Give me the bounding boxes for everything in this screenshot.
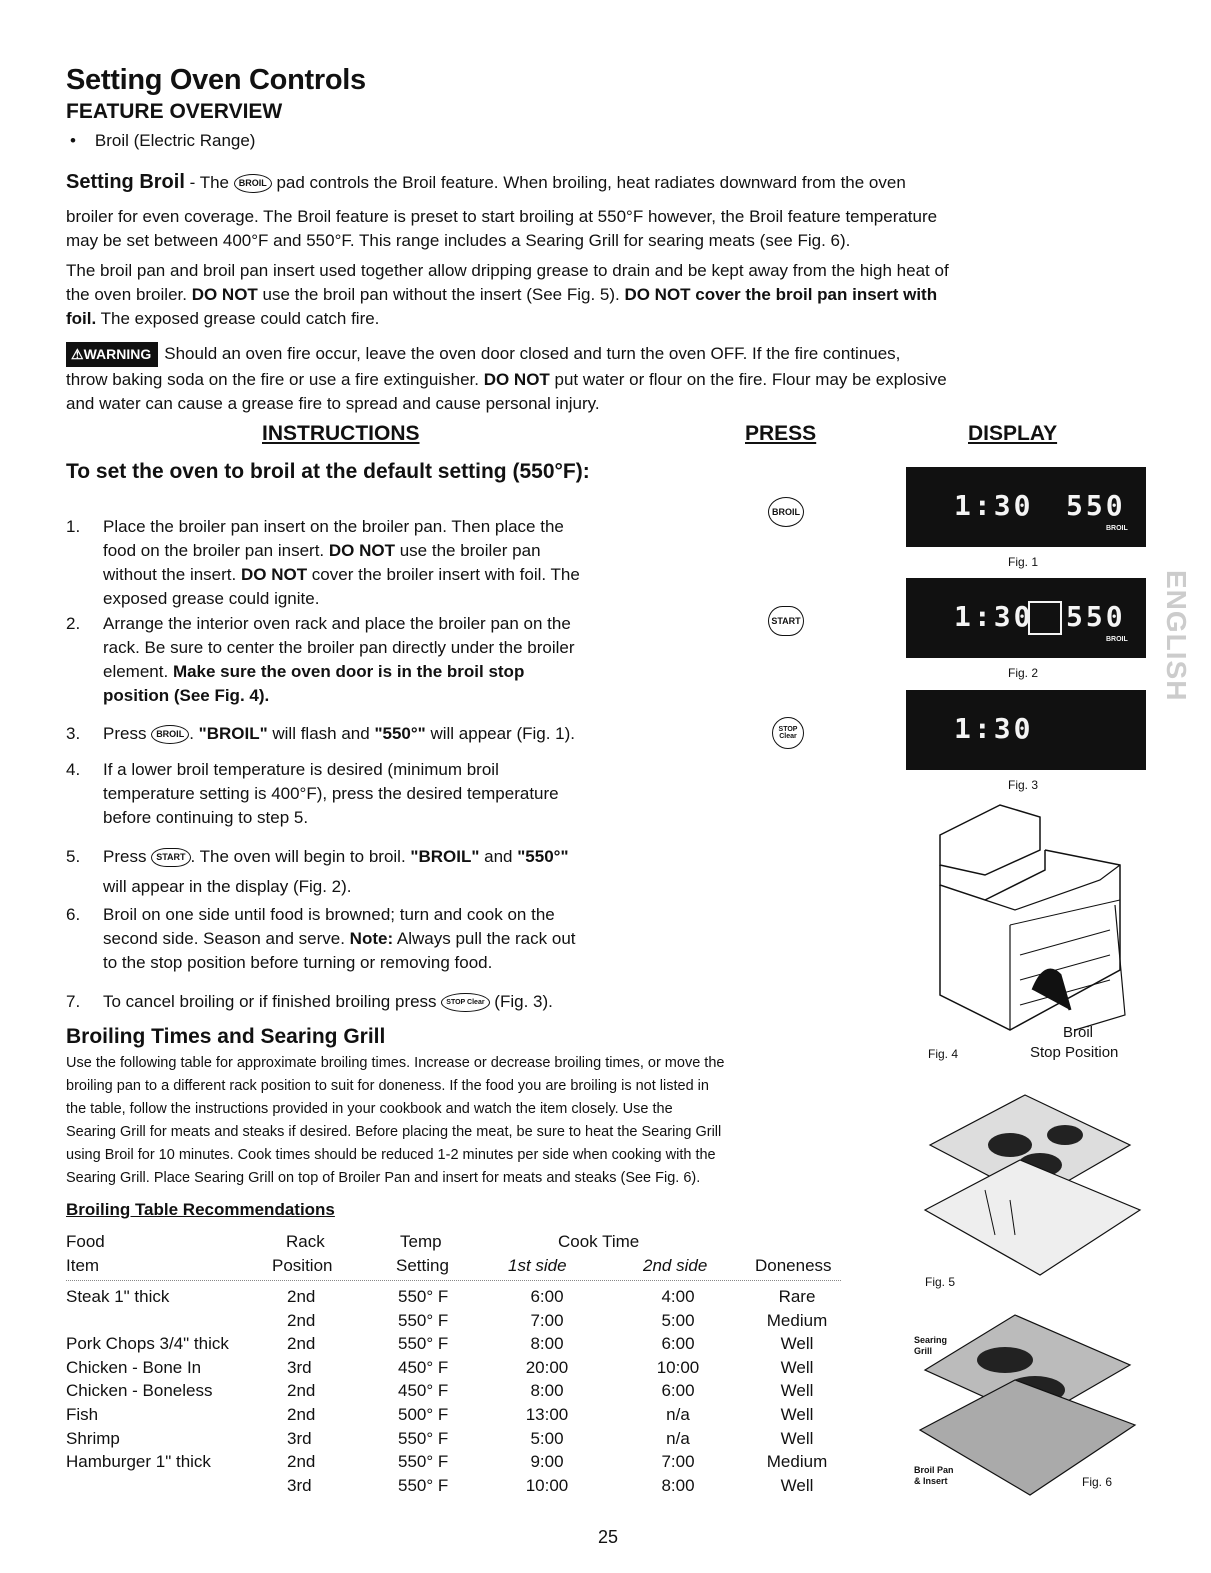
page-number: 25: [598, 1527, 619, 1547]
table-row: [0, 1311, 900, 1335]
table-cell-s1: 10:00: [525, 1475, 569, 1495]
para2-line2: the oven broiler. DO NOT use the broil pan without the insert (See Fig. 5). DO NOT cover the broil pan insert with: [66, 285, 938, 304]
times-line-3: the table, follow the instructions provided in your cookbook and watch the item closely. Use the: [66, 1101, 673, 1117]
page-title: Setting Oven Controls: [66, 64, 366, 96]
table-cell-s1: 8:00: [530, 1334, 564, 1354]
table-row: [0, 1381, 900, 1405]
step-4: 4. If a lower broil temperature is desired (minimum broil temperature setting is 400°F), press the desired temperature before continuing to step 5.: [66, 760, 559, 827]
broil-pan-illustration: [915, 1085, 1145, 1285]
table-cell-s2: 6:00: [661, 1334, 695, 1354]
th-rack: Rack: [286, 1232, 325, 1251]
language-tab: ENGLISH: [1161, 570, 1192, 702]
table-cell-food: Shrimp: [66, 1428, 120, 1448]
th-cook: Cook Time: [558, 1232, 640, 1251]
th-side1: 1st side: [508, 1256, 567, 1275]
table-cell-done: Well: [780, 1334, 814, 1354]
table-row: [0, 1405, 900, 1429]
th-position: Position: [272, 1256, 333, 1275]
table-cell-s2: 4:00: [661, 1287, 695, 1306]
table-cell-done: Well: [780, 1381, 814, 1401]
stop-clear-pad-button: STOP Clear: [772, 717, 804, 749]
broil-pad-button: BROIL: [768, 497, 804, 527]
steps-title: To set the oven to broil at the default setting (550°F):: [66, 460, 590, 483]
table-cell-rack: 3rd: [287, 1475, 312, 1495]
fig1-caption: Fig. 1: [1008, 555, 1039, 569]
table-cell-s2: 7:00: [661, 1452, 695, 1472]
table-cell-rack: 2nd: [287, 1334, 316, 1354]
display-fig3: 1:30: [906, 690, 1146, 770]
step-6: 6. Broil on one side until food is browned; turn and cook on the second side. Season and serve. Note: Always pull the rack out to the stop position before turning or removing food.: [66, 905, 576, 972]
intro-line3: may be set between 400°F and 550°F. This range includes a Searing Grill for searing meats (see Fig. 6).: [66, 231, 851, 250]
display-fig2: 1:30 550 BROIL: [906, 578, 1146, 658]
table-cell-temp: 550° F: [398, 1475, 449, 1495]
th-setting: Setting: [396, 1256, 449, 1275]
feature-bullet: • Broil (Electric Range): [70, 131, 256, 150]
fig4-caption: Fig. 4: [928, 1047, 959, 1061]
table-cell-s2: n/a: [666, 1428, 690, 1448]
step-7: 7. To cancel broiling or if finished broiling press STOP Clear (Fig. 3).: [66, 992, 553, 1011]
intro-line1: Setting Broil - The BROIL pad controls the Broil feature. When broiling, heat radiates downward from the oven: [66, 171, 906, 193]
table-cell-done: Well: [780, 1475, 814, 1495]
broil-pad-icon: BROIL: [151, 725, 189, 744]
fig6-caption: Fig. 6: [1082, 1475, 1113, 1489]
table-cell-s2: 6:00: [661, 1381, 695, 1401]
table-cell-s1: 5:00: [530, 1428, 564, 1448]
table-row: [0, 1476, 900, 1500]
indicator-box-icon: [1028, 601, 1062, 635]
warning-line2: throw baking soda on the fire or use a fire extinguisher. DO NOT put water or flour on the fire. Flour may be explosive: [66, 370, 947, 389]
step-2: 2. Arrange the interior oven rack and place the broiler pan on the rack. Be sure to center the broiler pan directly under the broiler element. Make sure the oven door is in the broil stop position (See Fig. 4).: [66, 614, 575, 705]
oven-broil-stop-illustration: [925, 795, 1140, 1035]
start-pad-icon: START: [151, 848, 190, 867]
table-cell-done: Well: [780, 1357, 814, 1377]
fig3-caption: Fig. 3: [1008, 778, 1039, 792]
table-row: [0, 1429, 900, 1453]
table-cell-temp: 550° F: [398, 1287, 449, 1306]
intro-lead: Setting Broil: [66, 171, 185, 193]
th-item: Item: [66, 1256, 100, 1275]
table-cell-s2: 10:00: [656, 1357, 700, 1377]
table-cell-s1: 9:00: [530, 1452, 564, 1472]
fig2-caption: Fig. 2: [1008, 666, 1039, 680]
section-title: FEATURE OVERVIEW: [66, 100, 283, 123]
table-cell-rack: 2nd: [287, 1452, 316, 1472]
table-cell-s2: n/a: [666, 1405, 690, 1424]
table-cell-s1: 13:00: [525, 1405, 569, 1424]
times-line-1: Use the following table for approximate broiling times. Increase or decrease broiling times, or move the: [66, 1055, 725, 1071]
table-cell-temp: 550° F: [398, 1428, 449, 1448]
display-header: DISPLAY: [968, 422, 1058, 445]
para2-line3: foil. The exposed grease could catch fire.: [66, 309, 380, 328]
display-fig1: 1:30 550 BROIL: [906, 467, 1146, 547]
th-food: Food: [66, 1232, 105, 1251]
table-row: [0, 1358, 900, 1382]
table-cell-food: Hamburger 1" thick: [66, 1452, 211, 1472]
press-header: PRESS: [745, 422, 817, 445]
table-cell-temp: 450° F: [398, 1381, 449, 1401]
table-cell-rack: 3rd: [287, 1357, 312, 1377]
table-cell-done: Medium: [766, 1310, 828, 1330]
step-3: 3. Press BROIL . "BROIL" will flash and "550°" will appear (Fig. 1).: [66, 724, 576, 743]
table-cell-temp: 450° F: [398, 1357, 449, 1377]
times-line-5: using Broil for 10 minutes. Cook times should be reduced 1-2 minutes per side when cooking with the: [66, 1147, 716, 1163]
table-cell-food: Pork Chops 3/4" thick: [66, 1334, 229, 1354]
th-doneness: Doneness: [755, 1256, 832, 1275]
table-cell-s2: 5:00: [661, 1310, 695, 1330]
fig6-label-searing: Searing Grill: [914, 1335, 948, 1356]
table-row: [0, 1334, 900, 1358]
table-cell-rack: 2nd: [287, 1310, 316, 1330]
warning-line3: and water can cause a grease fire to spread and cause personal injury.: [66, 394, 600, 413]
table-cell-temp: 500° F: [398, 1405, 449, 1424]
table-cell-food: Chicken - Boneless: [66, 1381, 213, 1401]
stop-clear-pad-icon: STOP Clear: [441, 993, 489, 1012]
times-line-4: Searing Grill for meats and steaks if desired. Before placing the meat, be sure to heat the Searing Grill: [66, 1124, 722, 1140]
start-pad-button: START: [768, 606, 804, 636]
broil-pad-icon: BROIL: [234, 174, 272, 193]
table-title: Broiling Table Recommendations: [66, 1200, 335, 1219]
times-line-6: Searing Grill. Place Searing Grill on top of Broiler Pan and insert for meats and steaks (See Fig. 6).: [66, 1170, 701, 1186]
warning-line1: ⚠WARNING Should an oven fire occur, leave the oven door closed and turn the oven OFF. If the fire continues,: [66, 342, 1146, 367]
table-cell-s1: 8:00: [530, 1381, 564, 1401]
table-cell-rack: 3rd: [287, 1428, 312, 1448]
table-cell-food: Chicken - Bone In: [66, 1357, 202, 1377]
table-cell-temp: 550° F: [398, 1452, 449, 1472]
warning-badge: ⚠WARNING: [66, 342, 158, 367]
table-cell-done: Well: [780, 1428, 814, 1448]
broiling-times-heading: Broiling Times and Searing Grill: [66, 1025, 386, 1048]
table-divider: [66, 1280, 841, 1281]
instructions-header: INSTRUCTIONS: [262, 422, 420, 445]
fig6-label-broilpan: Broil Pan & Insert: [914, 1465, 954, 1486]
table-cell-done: Medium: [766, 1452, 828, 1472]
table-cell-done: Rare: [778, 1287, 816, 1306]
step-1: 1. Place the broiler pan insert on the broiler pan. Then place the food on the broiler pan insert. DO NOT use the broiler pan without the insert. DO NOT cover the broiler insert with foil. The exposed grease could ignite.: [66, 517, 580, 608]
times-line-2: broiling pan to a different rack position to suit for doneness. If the food you are broiling is not listed in: [66, 1078, 709, 1094]
intro-line2: broiler for even coverage. The Broil feature is preset to start broiling at 550°F however, the Broil feature temperature: [66, 207, 938, 226]
para2-line1: The broil pan and broil pan insert used together allow dripping grease to drain and be kept away from the high heat of: [66, 261, 949, 280]
table-cell-s1: 7:00: [530, 1310, 564, 1330]
th-side2: 2nd side: [643, 1256, 708, 1275]
th-temp: Temp: [400, 1232, 442, 1251]
table-row: [0, 1452, 900, 1476]
table-cell-food: Fish: [66, 1405, 99, 1424]
table-cell-temp: 550° F: [398, 1310, 449, 1330]
table-cell-s2: 8:00: [661, 1475, 695, 1495]
table-cell-food: Steak 1" thick: [66, 1287, 170, 1306]
table-cell-rack: 2nd: [287, 1381, 316, 1401]
table-cell-rack: 2nd: [287, 1405, 316, 1424]
table-cell-s1: 6:00: [530, 1287, 564, 1306]
table-row: [0, 1287, 900, 1311]
table-cell-s1: 20:00: [525, 1357, 569, 1377]
fig5-caption: Fig. 5: [925, 1275, 956, 1289]
step-5: 5. Press START . The oven will begin to broil. "BROIL" and "550°" will appear in the display (Fig. 2).: [66, 847, 569, 896]
fig4-label-broil: Broil: [1063, 1024, 1094, 1041]
table-cell-done: Well: [780, 1405, 814, 1424]
table-cell-temp: 550° F: [398, 1334, 449, 1354]
fig4-label-stop: Stop Position: [1030, 1044, 1119, 1061]
table-cell-rack: 2nd: [287, 1287, 316, 1306]
